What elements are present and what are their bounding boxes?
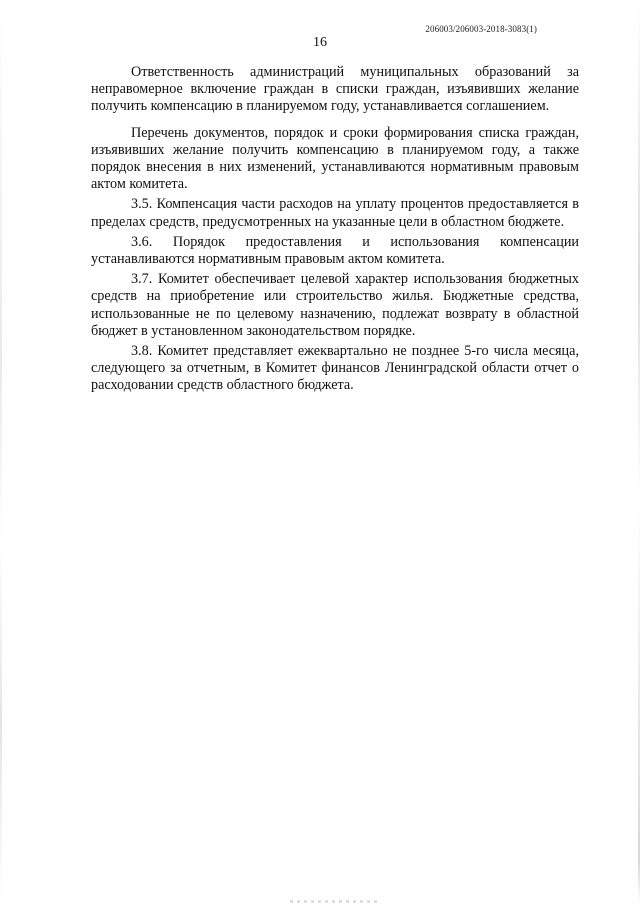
page-number: 16 <box>313 35 327 50</box>
scan-marks-bottom <box>290 900 380 903</box>
paragraph-document-list: Перечень документов, порядок и сроки формирования списка граждан, изъявивших желание получить компенсацию в планируемом году, а также порядок внесения в них изменений, устанавливаются нормативным правовым актом комитета. <box>91 124 579 193</box>
document-id: 206003/206003-2018-3083(1) <box>425 24 537 34</box>
paragraph-3-6: 3.6. Порядок предоставления и использования компенсации устанавливаются нормативным правовым актом комитета. <box>91 233 579 268</box>
scan-edge-left <box>0 0 2 905</box>
paragraph-3-5: 3.5. Компенсация части расходов на уплату процентов предоставляется в пределах средств, предусмотренных на указанные цели в областном бюджете. <box>91 196 579 230</box>
paragraph-responsibility: Ответственность администраций муниципальных образований за неправомерное включение граждан в списки граждан, изъявивших желание получить компенсацию в планируемом году, устанавливается соглашением. <box>91 64 579 115</box>
paragraph-3-8: 3.8. Комитет представляет ежеквартально не позднее 5-го числа месяца, следующего за отчетным, в Комитет финансов Ленинградской области отчет о расходовании средств областного бюджета. <box>91 343 579 394</box>
document-body <box>91 64 579 398</box>
paragraph-3-7: 3.7. Комитет обеспечивает целевой характер использования бюджетных средств на приобретение или строительство жилья. Бюджетные средства, использованные не по целевому назначению, подлежат возврату в областной бюджет в установленном законодательством порядке. <box>91 271 579 339</box>
